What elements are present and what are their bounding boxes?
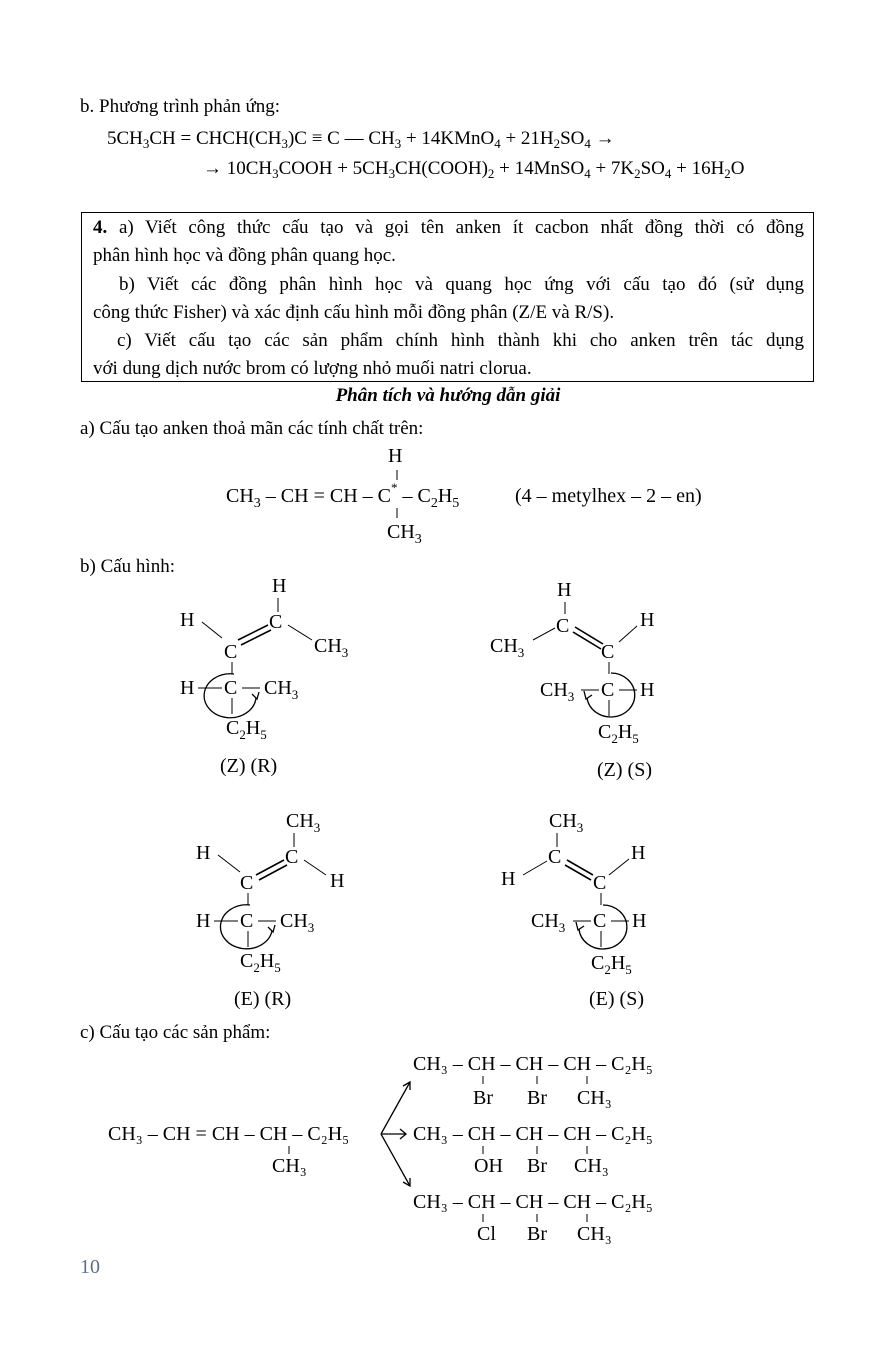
atom-h: H [180,609,195,631]
atom-ch3: $CH_3$ [280,910,315,935]
atom-ch3: $CH_3$ [314,635,349,660]
svg-text:CH₃: CH₃ [577,1223,612,1245]
atom-h: H [330,870,345,892]
alkene-structure [0,440,896,550]
problem-part-b: b) Viết các đồng phân hình học và quang học ứng với cấu tạo đó (sử dụng [119,274,804,295]
isomer-label: (E) (S) [589,988,644,1010]
atom-h: H [557,579,572,601]
compound-name: (4 – metylhex – 2 – en) [515,485,702,507]
svg-text:CH₃ – CH – CH – CH – C₂H₅: CH₃ – CH – CH – CH – C₂H₅ [413,1053,653,1075]
problem-a-text: a) Viết công thức cấu tạo và gọi tên anken ít cacbon nhất đồng thời có đồng [107,217,804,238]
eq2-sub: 3 [388,165,396,181]
problem-part-b-cont: công thức Fisher) và xác định cấu hình mỗi đồng phân (Z/E và R/S). [93,302,615,323]
atom-c2h5: $C_2H_5$ [591,952,632,977]
solution-heading: Phân tích và hướng dẫn giải [335,385,561,406]
eq1-part: )C ≡ C — CH [287,128,395,149]
atom-h-top: H [388,445,403,467]
eq2-part: + 7K [590,158,635,179]
svg-text:CH₃: CH₃ [574,1155,609,1177]
svg-text:Br: Br [527,1155,547,1177]
equation-line-1 [107,128,615,150]
arrow-up [381,1082,410,1134]
isomer-label: (Z) (S) [597,759,652,781]
eq2-part: O [730,158,745,179]
atom-c: C [269,611,283,633]
eq1-sub: 2 [553,135,561,151]
svg-text:CH₃ – CH – CH – CH – C₂H₅: CH₃ – CH – CH – CH – C₂H₅ [413,1123,653,1145]
atom-c: C [601,641,615,663]
atom-ch3: $CH_3$ [531,910,566,935]
eq1-sub: 3 [394,135,402,151]
isomer-e-s [495,805,675,1020]
atom-c: C [593,872,607,894]
reaction-scheme [0,1040,896,1260]
section-b-heading: b. Phương trình phản ứng: [80,96,281,117]
atom-h: H [632,910,647,932]
eq1-part: SO [560,128,585,149]
problem-part-a-cont: phân hình học và đồng phân quang học. [93,245,396,266]
eq1-part: + 21H [500,128,554,149]
svg-text:Cl: Cl [477,1223,496,1245]
eq1-sub: 3 [281,135,288,151]
isomer-z-r [170,570,350,785]
eq1-sub: 3 [142,135,150,151]
atom-h: H [631,842,646,864]
atom-h: H [272,575,287,597]
eq1-part: + 14KMnO [401,128,495,149]
equation-line-2 [203,158,744,180]
answer-a-heading: a) Cấu tạo anken thoả mãn các tính chất trên: [80,418,424,439]
svg-text:CH₃: CH₃ [577,1087,612,1109]
eq2-sub: 4 [664,165,672,181]
atom-c2h5: $C_2H_5$ [226,717,267,742]
reactant-chain: CH₃ – CH = CH – CH – C₂H₅ [108,1123,350,1145]
atom-ch3: $CH_3$ [490,635,525,660]
answer-c-heading: c) Cấu tạo các sản phẩm: [80,1022,271,1043]
eq1-sub: 4 [584,135,591,151]
atom-ch3: $CH_3$ [540,679,575,704]
page-number: 10 [80,1256,100,1278]
eq2-sub: 2 [634,165,641,181]
svg-text:OH: OH [474,1155,503,1177]
eq2-part: COOH + 5CH [278,158,389,179]
atom-c-chiral: C [601,679,615,701]
atom-c-chiral: C [240,910,254,932]
eq2-sub: 2 [487,165,495,181]
eq1-part: 5CH [107,128,143,149]
atom-ch3: $CH_3$ [264,677,299,702]
eq2-sub: 3 [272,165,279,181]
product-3 [413,1191,653,1245]
atom-c: C [285,846,299,868]
isomer-label: (E) (R) [234,988,292,1010]
atom-h: H [196,842,211,864]
atom-c: C [548,846,562,868]
atom-c2h5: $C_2H_5$ [240,950,281,975]
eq1-part: → [590,128,615,149]
eq2-part: + 16H [671,158,725,179]
atom-c: C [224,641,238,663]
isomer-z-s [485,570,675,785]
arrow-down [381,1134,410,1186]
main-chain: $CH_3$ – CH = CH – $C^* - C_2H_5$ [226,480,460,511]
eq2-part: → 10CH [203,158,273,179]
atom-ch3-bottom: $CH_3$ [387,521,422,547]
svg-text:CH₃ – CH – CH – CH – C₂H₅: CH₃ – CH – CH – CH – C₂H₅ [413,1191,653,1213]
problem-part-c-cont: với dung dịch nước brom có lượng nhỏ muối natri clorua. [93,358,532,379]
eq2-part: SO [640,158,665,179]
atom-c2h5: $C_2H_5$ [598,721,639,746]
eq1-part: CH = CHCH(CH [149,128,282,149]
atom-h: H [501,868,516,890]
problem-part-a [93,214,804,242]
eq1-sub: 4 [494,135,501,151]
atom-c-chiral: C [593,910,607,932]
atom-ch3: $CH_3$ [286,810,321,835]
eq2-part: + 14MnSO [494,158,585,179]
svg-text:Br: Br [527,1087,547,1109]
atom-c: C [240,872,254,894]
atom-c-chiral: C [224,677,238,699]
atom-h: H [180,677,195,699]
svg-text:Br: Br [527,1223,547,1245]
eq2-sub: 4 [584,165,591,181]
isomer-label: (Z) (R) [220,755,278,777]
svg-text:Br: Br [473,1087,493,1109]
atom-h: H [640,609,655,631]
answer-b-heading: b) Cấu hình: [80,556,175,577]
atom-h: H [640,679,655,701]
atom-h: H [196,910,211,932]
atom-ch3: $CH_3$ [549,810,584,835]
problem-number: 4. [93,217,108,238]
product-2 [413,1123,653,1177]
eq2-sub: 2 [724,165,731,181]
reactant-branch: CH₃ [272,1155,307,1177]
product-1 [413,1053,653,1109]
isomer-e-r [190,805,370,1020]
eq2-part: CH(COOH) [395,158,488,179]
problem-part-c: c) Viết cấu tạo các sản phẩm chính hình thành khi cho anken trên tác dụng [117,330,804,351]
atom-c: C [556,615,570,637]
